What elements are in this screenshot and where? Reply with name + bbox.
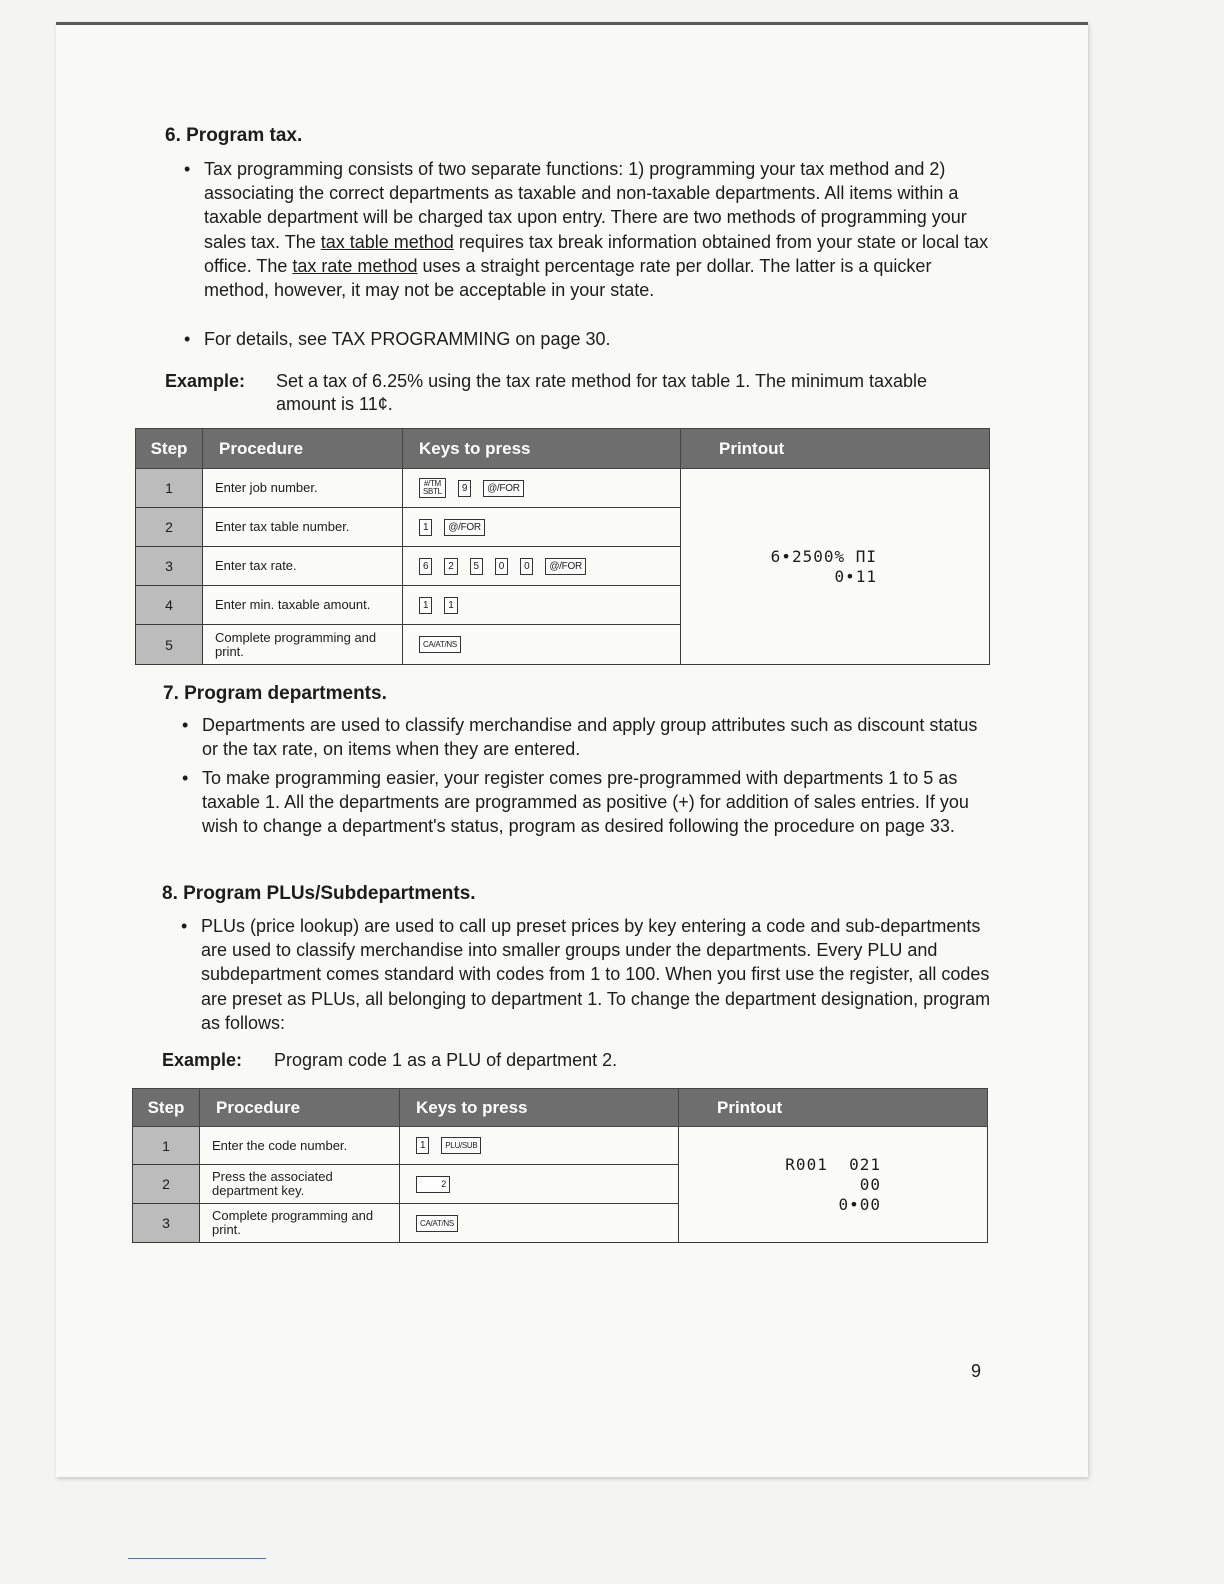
tax-table-method-term: tax table method xyxy=(320,231,454,252)
key-1: 1 xyxy=(416,1137,429,1154)
key-at-for: @/FOR xyxy=(444,519,485,536)
section-6-bullet-1: • Tax programming consists of two separate functions: 1) programming your tax method and 2) associating the correct departments as taxable and non-taxable departments. All items within a taxable department will be charged tax upon entry. There are two methods of programming your sales tax. The tax table method requires tax break information obtained from your state or local tax office. The tax rate method uses a straight percentage rate per dollar. The latter is a quicker method, however, it may not be acceptable in your state. xyxy=(184,159,989,301)
page-number: 9 xyxy=(971,1361,982,1381)
header-step: Step xyxy=(133,1089,200,1127)
procedure-text: Enter tax table number. xyxy=(203,508,403,547)
key-0: 0 xyxy=(495,558,508,575)
keys-cell xyxy=(400,1204,679,1243)
key-1: 1 xyxy=(419,597,432,614)
section-7-bullet-2: • To make programming easier, your register comes pre-programmed with departments 1 to 5 as taxable 1. All the departments are programmed as positive (+) for addition of sales entries. If you wish to change a department's status, program as desired following the procedure on page 33. xyxy=(182,768,969,837)
bullet-dot: • xyxy=(182,715,189,735)
step-number: 3 xyxy=(136,547,203,586)
table-row xyxy=(136,469,990,508)
header-keys: Keys to press xyxy=(400,1089,679,1127)
plu-program-table xyxy=(132,1088,988,1243)
header-printout: Printout xyxy=(679,1089,988,1127)
bullet-dot: • xyxy=(181,916,188,936)
key-at-for: @/FOR xyxy=(483,480,524,497)
procedure-text: Enter the code number. xyxy=(200,1127,400,1165)
step-number: 5 xyxy=(136,625,203,665)
header-step: Step xyxy=(136,429,203,469)
key-ca-at-ns: CA/AT/NS xyxy=(419,636,461,653)
example-label: Example: xyxy=(165,371,246,391)
key-2: 2 xyxy=(444,558,457,575)
key-6: 6 xyxy=(419,558,432,575)
keys-cell xyxy=(403,625,681,665)
example-label: Example: xyxy=(162,1050,243,1070)
example-text: Set a tax of 6.25% using the tax rate method for tax table 1. The minimum taxable amount is 11¢. xyxy=(276,371,928,414)
section-8-bullet-1: • PLUs (price lookup) are used to call up preset prices by key entering a code and sub-departments are used to classify merchandise into smaller groups under the departments. Every PLU and subdepartment comes standard with codes from 1 to 100. When you first use the register, all codes are preset as PLUs, all belonging to department 1. To change the department designation, program as follows: xyxy=(181,916,991,1033)
example-text: Program code 1 as a PLU of department 2. xyxy=(274,1050,618,1070)
section-7-bullet-1: • Departments are used to classify merchandise and apply group attributes such as discount status or the tax rate, on items when they are entered. xyxy=(182,715,978,760)
header-procedure: Procedure xyxy=(203,429,403,469)
section-8-example xyxy=(162,1049,962,1074)
bullet-dot: • xyxy=(182,768,189,788)
step-number: 3 xyxy=(133,1204,200,1243)
step-number: 2 xyxy=(133,1165,200,1204)
printout: 6•2500% ΠI 0•11 xyxy=(681,469,990,665)
bullet-dot: • xyxy=(184,329,191,349)
key-1: 1 xyxy=(444,597,457,614)
key-tm-sbtl: #/TM SBTL xyxy=(419,478,446,498)
procedure-text: Press the associated department key. xyxy=(200,1165,400,1204)
section-6-heading: 6. Program tax. xyxy=(165,125,303,146)
keys-cell xyxy=(400,1127,679,1165)
procedure-text: Enter job number. xyxy=(203,469,403,508)
step-number: 1 xyxy=(136,469,203,508)
keys-cell xyxy=(403,508,681,547)
keys-cell xyxy=(403,586,681,625)
procedure-text: Enter tax rate. xyxy=(203,547,403,586)
key-5: 5 xyxy=(470,558,483,575)
key-at-for: @/FOR xyxy=(545,558,586,575)
key-0: 0 xyxy=(520,558,533,575)
procedure-text: Complete programming and print. xyxy=(200,1204,400,1243)
key-ca-at-ns: CA/AT/NS xyxy=(416,1215,458,1232)
key-1: 1 xyxy=(419,519,432,536)
step-number: 2 xyxy=(136,508,203,547)
section-7-heading: 7. Program departments. xyxy=(163,683,387,704)
tax-rate-method-term: tax rate method xyxy=(292,255,418,276)
section-8-heading: 8. Program PLUs/Subdepartments. xyxy=(162,883,476,904)
step-number: 1 xyxy=(133,1127,200,1165)
header-procedure: Procedure xyxy=(200,1089,400,1127)
step-number: 4 xyxy=(136,586,203,625)
procedure-text: Enter min. taxable amount. xyxy=(203,586,403,625)
printout: R001 021 00 0•00 xyxy=(679,1127,988,1243)
bullet-dot: • xyxy=(184,159,191,179)
scan-edge-line xyxy=(128,1558,266,1559)
keys-cell xyxy=(403,547,681,586)
section-6-bullet-2: • For details, see TAX PROGRAMMING on page 30. xyxy=(204,327,994,351)
key-plu-sub: PLU/SUB xyxy=(441,1137,481,1154)
department-2-key: 2 xyxy=(416,1176,450,1193)
table-row xyxy=(133,1127,988,1165)
header-printout: Printout xyxy=(681,429,990,469)
keys-cell xyxy=(403,469,681,508)
key-9: 9 xyxy=(458,480,471,497)
keys-cell xyxy=(400,1165,679,1204)
section-6-example xyxy=(165,370,965,420)
procedure-text: Complete programming and print. xyxy=(203,625,403,665)
header-keys: Keys to press xyxy=(403,429,681,469)
tax-program-table xyxy=(135,428,990,665)
